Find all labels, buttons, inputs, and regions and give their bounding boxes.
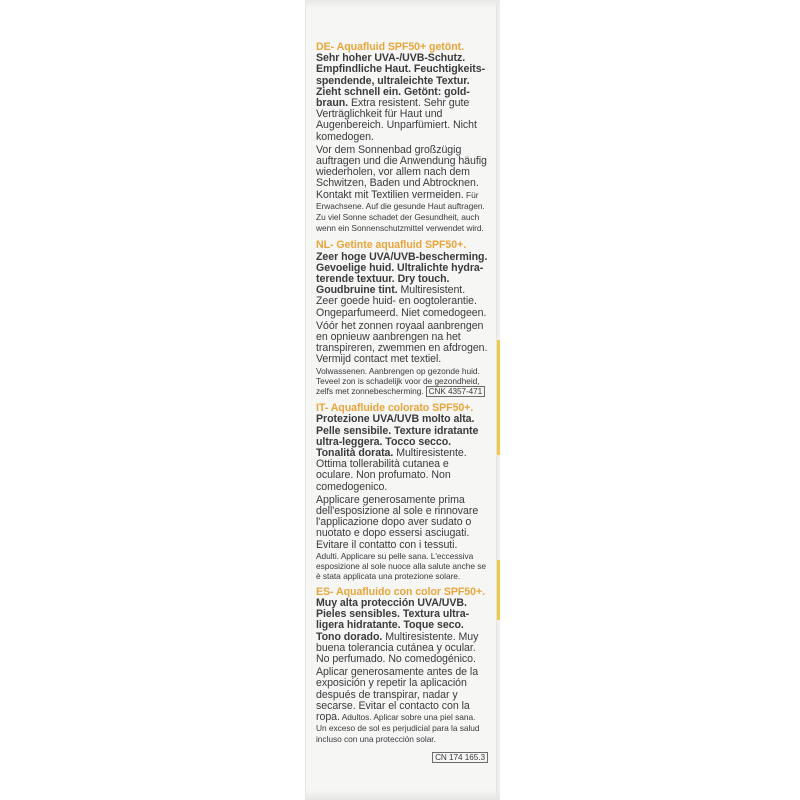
section-nl xyxy=(316,240,488,397)
label-text-column xyxy=(316,42,488,769)
section-de xyxy=(316,42,488,234)
box-bottom-shadow xyxy=(305,790,500,800)
claims-nl: Zeer hoge UVA/UVB-bescherming. Gevoelige huid. Ultralichte hydra-terende textuur. Dry touch. Goudbruine tint. xyxy=(316,250,488,297)
warning-text-nl: Volwassenen. Aanbrengen op gezonde huid. Teveel zon is schadelijk voor de gezondheid, zelfs met zonnebescherming. xyxy=(316,365,480,396)
section-es xyxy=(316,587,488,763)
warning-nl xyxy=(316,366,488,398)
cnk-code: CNK 4357-471 xyxy=(426,386,486,398)
usage-es xyxy=(316,667,488,745)
yellow-flap-edge xyxy=(497,340,500,455)
details-nl: Multiresistent. Zeer goede huid- en oogtolerantie. Ongeparfumeerd. Niet comedogeen. xyxy=(316,284,487,319)
usage-text-it: Applicare generosamente prima dell'esposizione al sole e rinnovare l'applicazione dopo aver sudato o nuotato e dopo essersi asciugati. Evitare il contatto con i tessuti. xyxy=(316,493,479,551)
usage-it xyxy=(316,495,488,581)
section-it xyxy=(316,403,488,581)
usage-de xyxy=(316,145,488,235)
cn-code: CN 174 165.3 xyxy=(432,752,488,764)
usage-text-de: Vor dem Sonnenbad großzügig auftragen und die Anwendung häufig wiederholen, vor allem nach dem Schwitzen, Baden und Abtrocknen. Kontakt mit Textilien vermeiden. xyxy=(316,143,487,201)
heading-it: IT- Aquafluide colorato SPF50+. xyxy=(316,402,474,415)
claims-es: Muy alta protección UVA/UVB. Pieles sensibles. Textura ultra-ligera hidratante. Toque seco. Tono dorado. xyxy=(316,597,470,643)
details-es: Multiresistente. Muy buena tolerancia cutánea y ocular. No perfumado. No comedogénico. xyxy=(316,630,479,666)
warning-it: Adulti. Applicare su pelle sana. L'eccessiva esposizione al sole nuoce alla salute anche se è stata applicata una protezione solare. xyxy=(316,550,486,581)
details-it: Multiresistente. Ottima tollerabilità cutanea e oculare. Non profumato. Non comedogenico. xyxy=(316,447,467,493)
warning-de: Für Erwachsene. Auf die gesunde Haut auftragen. Zu viel Sonne schadet der Gesundheit, auch wenn ein Sonnenschutzmittel verwendet wird. xyxy=(316,189,485,234)
usage-nl xyxy=(316,321,488,397)
claims-de: Sehr hoher UVA-/UVB-Schutz. Empfindliche Haut. Feuchtigkeits-spendende, ultraleichte Textur. Zieht schnell ein. Getönt: gold-braun. xyxy=(316,52,486,110)
cn-code-row xyxy=(316,752,488,764)
heading-es: ES- Aquafluido con color SPF50+. xyxy=(316,585,486,598)
usage-text-nl: Vóór het zonnen royaal aanbrengen en opnieuw aanbrengen na het transpireren, zwemmen en afdrogen. Vermijd contact met textiel. xyxy=(316,319,488,366)
details-de: Extra resistent. Sehr gute Verträglichkeit für Haut und Augenbereich. Unparfümiert. Nicht komedogen. xyxy=(316,97,477,143)
claims-it: Protezione UVA/UVB molto alta. Pelle sensibile. Texture idratante ultra-leggera. Tocco secco. Tonalità dorata. xyxy=(316,413,479,459)
warning-es: Adultos. Aplicar sobre una piel sana. Un exceso de sol es perjudicial para la salud incluso con una protección solar. xyxy=(316,712,480,745)
box-top-shadow xyxy=(305,0,500,8)
usage-text-es: Aplicar generosamente antes de la exposición y repetir la aplicación después de transpirar, nadar y secarse. Evitar el contacto con la ropa. xyxy=(316,666,479,724)
heading-nl: NL- Getinte aquafluid SPF50+. xyxy=(316,239,467,252)
heading-de: DE- Aquafluid SPF50+ getönt. xyxy=(316,41,464,53)
yellow-flap-edge-lower xyxy=(497,560,500,620)
